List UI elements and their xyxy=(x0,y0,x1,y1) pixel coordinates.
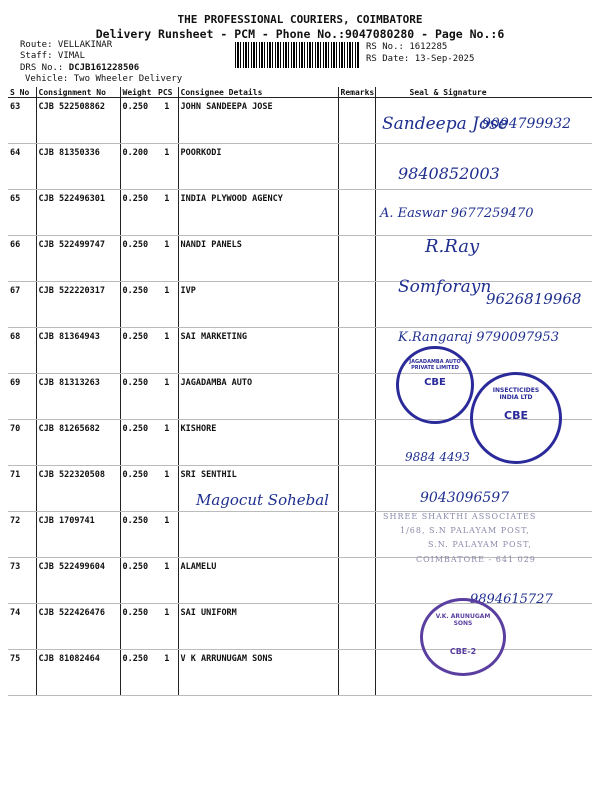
col-sno: S No xyxy=(8,87,36,98)
cell-remarks xyxy=(338,466,375,512)
table-row xyxy=(8,144,592,190)
cell-remarks xyxy=(338,558,375,604)
cell-pcs: 1 xyxy=(156,604,178,650)
cell-consignee xyxy=(178,512,338,558)
cell-weight: 0.250 xyxy=(120,190,156,236)
cell-remarks xyxy=(338,420,375,466)
route-label: Route: VELLAKINAR xyxy=(20,40,113,50)
cell-pcs: 1 xyxy=(156,558,178,604)
cell-sno: 71 xyxy=(8,466,36,512)
cell-weight: 0.250 xyxy=(120,466,156,512)
shree-stamp-line4: COIMBATORE - 641 029 xyxy=(416,555,536,564)
cell-consignment-no: CJB 522499747 xyxy=(36,236,120,282)
col-weight: Weight xyxy=(120,87,156,98)
cell-pcs: 1 xyxy=(156,282,178,328)
table-row xyxy=(8,650,592,696)
cell-consignee: IVP xyxy=(178,282,338,328)
cell-weight: 0.250 xyxy=(120,328,156,374)
cell-sno: 70 xyxy=(8,420,36,466)
cell-pcs: 1 xyxy=(156,190,178,236)
cell-pcs: 1 xyxy=(156,650,178,696)
cell-remarks xyxy=(338,98,375,144)
cell-consignment-no: CJB 81364943 xyxy=(36,328,120,374)
rs-date: RS Date: 13-Sep-2025 xyxy=(366,54,475,64)
cell-weight: 0.200 xyxy=(120,144,156,190)
cell-consignment-no: CJB 522499604 xyxy=(36,558,120,604)
signature-67: Somforayn xyxy=(398,277,492,297)
cell-consignment-no: CJB 522320508 xyxy=(36,466,120,512)
drs-value: DCJB161228506 xyxy=(68,63,140,73)
cell-weight: 0.250 xyxy=(120,420,156,466)
cell-sno: 64 xyxy=(8,144,36,190)
arunugam-stamp-city: CBE-2 xyxy=(449,647,477,656)
cell-remarks xyxy=(338,604,375,650)
signature-71: 9884 4493 xyxy=(405,450,470,464)
signature-64: 9840852003 xyxy=(398,164,500,183)
cell-remarks xyxy=(338,190,375,236)
shree-stamp-line3: S.N. PALAYAM POST, xyxy=(428,540,532,549)
cell-consignment-no: CJB 81350336 xyxy=(36,144,120,190)
cell-weight: 0.250 xyxy=(120,98,156,144)
jagadamba-stamp xyxy=(396,346,474,424)
cell-weight: 0.250 xyxy=(120,604,156,650)
signature-75: 9894615727 xyxy=(470,592,553,607)
staff-label: Staff: VIMAL xyxy=(20,51,86,61)
phone-67: 9626819968 xyxy=(486,290,582,308)
cell-signature xyxy=(375,236,592,282)
remark-72: Magocut Sohebal xyxy=(196,491,329,509)
phone-63: 9094799932 xyxy=(482,116,572,132)
cell-weight: 0.250 xyxy=(120,282,156,328)
arunugam-stamp-ring: V.K. ARUNUGAM SONS xyxy=(435,613,491,627)
signature-66: R.Ray xyxy=(425,236,480,257)
arunugam-stamp xyxy=(420,598,506,676)
cell-remarks xyxy=(338,650,375,696)
col-remarks: Remarks xyxy=(338,87,375,98)
table-header-row xyxy=(8,87,592,98)
cell-consignee: NANDI PANELS xyxy=(178,236,338,282)
cell-consignee: JAGADAMBA AUTO xyxy=(178,374,338,420)
cell-pcs: 1 xyxy=(156,236,178,282)
rs-number: RS No.: 1612285 xyxy=(366,42,448,52)
cell-sno: 66 xyxy=(8,236,36,282)
cell-remarks xyxy=(338,374,375,420)
shree-stamp-line2: 1/68, S.N PALAYAM POST, xyxy=(400,526,530,535)
signature-68: K.Rangaraj 9790097953 xyxy=(398,330,559,345)
cell-consignee: SAI MARKETING xyxy=(178,328,338,374)
cell-remarks xyxy=(338,236,375,282)
jagadamba-stamp-ring: JAGADAMBA AUTO PRIVATE LIMITED xyxy=(409,359,461,371)
barcode xyxy=(235,42,360,68)
cell-pcs: 1 xyxy=(156,420,178,466)
cell-sno: 69 xyxy=(8,374,36,420)
runsheet-subtitle: Delivery Runsheet - PCM - Phone No.:9047080280 - Page No.:6 xyxy=(95,27,505,41)
company-title: THE PROFESSIONAL COURIERS, COIMBATORE xyxy=(177,13,423,26)
drs-number xyxy=(20,63,139,73)
drs-label: DRS No.: xyxy=(20,63,64,73)
cell-remarks xyxy=(338,328,375,374)
col-consignee: Consignee Details xyxy=(178,87,338,98)
cell-consignee: V K ARRUNUGAM SONS xyxy=(178,650,338,696)
cell-consignment-no: CJB 81082464 xyxy=(36,650,120,696)
jagadamba-stamp-center: CBE xyxy=(424,377,446,388)
insecticides-stamp-center: CBE xyxy=(504,409,528,422)
signature-65: A. Easwar 9677259470 xyxy=(380,206,534,221)
cell-weight: 0.250 xyxy=(120,558,156,604)
cell-sno: 72 xyxy=(8,512,36,558)
cell-remarks xyxy=(338,144,375,190)
cell-consignment-no: CJB 522426476 xyxy=(36,604,120,650)
insecticides-stamp-ring: INSECTICIDES INDIA LTD xyxy=(492,387,540,401)
cell-consignee: SRI SENTHIL xyxy=(178,466,338,512)
cell-pcs: 1 xyxy=(156,466,178,512)
cell-consignment-no: CJB 522220317 xyxy=(36,282,120,328)
signature-72: 9043096597 xyxy=(420,490,510,506)
cell-consignee: SAI UNIFORM xyxy=(178,604,338,650)
cell-consignment-no: CJB 522508862 xyxy=(36,98,120,144)
table-row xyxy=(8,236,592,282)
cell-sno: 73 xyxy=(8,558,36,604)
cell-sno: 63 xyxy=(8,98,36,144)
cell-consignment-no: CJB 81265682 xyxy=(36,420,120,466)
cell-remarks xyxy=(338,512,375,558)
cell-weight: 0.250 xyxy=(120,512,156,558)
cell-consignee: JOHN SANDEEPA JOSE xyxy=(178,98,338,144)
cell-pcs: 1 xyxy=(156,144,178,190)
cell-sno: 65 xyxy=(8,190,36,236)
cell-weight: 0.250 xyxy=(120,650,156,696)
cell-consignee: ALAMELU xyxy=(178,558,338,604)
cell-pcs: 1 xyxy=(156,328,178,374)
cell-sno: 74 xyxy=(8,604,36,650)
cell-sno: 75 xyxy=(8,650,36,696)
cell-sno: 67 xyxy=(8,282,36,328)
vehicle-label: Vehicle: Two Wheeler Delivery xyxy=(25,74,183,84)
cell-pcs: 1 xyxy=(156,374,178,420)
cell-weight: 0.250 xyxy=(120,374,156,420)
col-consignment: Consignment No xyxy=(36,87,120,98)
cell-pcs: 1 xyxy=(156,512,178,558)
signature-63: Sandeepa Jose xyxy=(382,114,508,134)
cell-consignee: INDIA PLYWOOD AGENCY xyxy=(178,190,338,236)
insecticides-stamp xyxy=(470,372,562,464)
cell-weight: 0.250 xyxy=(120,236,156,282)
cell-consignee: POORKODI xyxy=(178,144,338,190)
cell-pcs: 1 xyxy=(156,98,178,144)
cell-consignee: KISHORE xyxy=(178,420,338,466)
cell-sno: 68 xyxy=(8,328,36,374)
shree-stamp-line1: SHREE SHAKTHI ASSOCIATES xyxy=(383,512,537,521)
cell-consignment-no: CJB 522496301 xyxy=(36,190,120,236)
cell-remarks xyxy=(338,282,375,328)
col-pcs: PCS xyxy=(156,87,178,98)
col-signature: Seal & Signature xyxy=(375,87,592,98)
cell-consignment-no: CJB 1709741 xyxy=(36,512,120,558)
cell-consignment-no: CJB 81313263 xyxy=(36,374,120,420)
